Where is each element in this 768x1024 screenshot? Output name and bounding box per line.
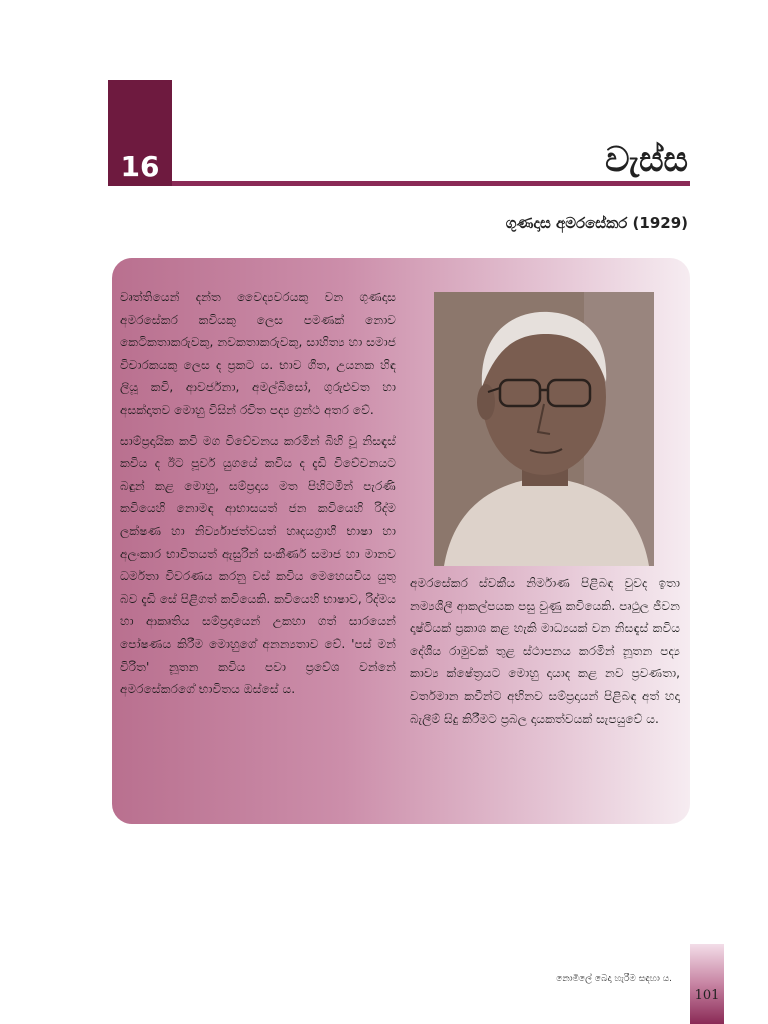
photo-ear: [477, 384, 495, 420]
title-rule: [172, 181, 690, 186]
author-line: ගුණදාස අමරසේකර (1929): [505, 214, 688, 232]
author-portrait-image: [434, 292, 654, 566]
chapter-number: 16: [120, 150, 160, 183]
right-column: [410, 572, 680, 738]
chapter-title: වැස්ස: [605, 140, 688, 180]
footer-note: නොමිලේ බෙදා හැරීම සඳහා ය.: [556, 974, 672, 984]
page-number-tab: [690, 944, 724, 1024]
page-number: 101: [694, 988, 720, 1003]
paragraph-style: අමරසේකර ස්වකීය නිර්මාණ පිළිබඳ වුවද ඉතා නම්‍යශීලී ආකල්පයක පසු වුණු කවියෙකි. පෘථුල ජීවන දෘෂ්ටියක් ප්‍රකාශ කළ හැකි මාධ්‍යයක් වන නිසඳැස් කවිය දේශීය රාමුවක් තුළ ස්ථාපනය කරමින් නූතන පද්‍ය කාව්‍ය ක්ෂේත්‍රයට මොහු දායාද කළ නව ප්‍රවණතා, වර්තමාන කවීන්ට අභිනව සම්ප්‍රදායන් පිළිබඳ අත් හදා බැලීම් සිදු කිරීමට ප්‍රබල දායකත්වයක් සැපයුවේ ය.: [410, 576, 680, 726]
paragraph-intro: වෘත්තියෙන් දන්ත වෛද්‍යවරයකු වන ගුණදාස අමරසේකර කවියකු ලෙස පමණක් නොව කෙටිකතාකරුවකු, නවකතාකරුවකු, සාහිත්‍ය හා සමාජ විචාරකයකු ලෙස ද ප්‍රකට ය. භාව ගීත, උයනක හිඳ ලියූ කවි, ආවර්ජනා, අමල්බිසෝ, ගුරුළුවත හා අසක්දෘතව මොහු විසින් රචිත පද්‍ය ග්‍රන්ථ අතර වේ.: [120, 290, 396, 417]
paragraph-tradition: සාම්ප්‍රදායික කවි මග විවේචනය කරමින් බිහි වූ නිසඳැස් කවිය ද ඊට පූර්ව යුගයේ කවිය ද දැඩි විවේචනයට බඳුන් කළ මොහු, සම්ප්‍රදාය මත පිහිටමින් පැරණි කවියෙහි නොමඳ ආභාසයත් ජන කවියෙහි රිද්ම ලක්ෂණ හා නිර්ව්‍යාජත්වයත් හෘදයග්‍රාහී භාෂා හා අලංකාර භාවිතයත් ඇසුරින් සංකීර්ණ සමාජ හා මානව ධර්මතා විවරණය කරනු වස් කවිය මෙහෙයවිය යුතු බව දැඩි සේ පිළිගත් කවියෙකි. කවියෙහි භාෂාව, රිද්මය හා ආකෘතිය සම්ප්‍රදායෙන් උකහා ගත් සාරයෙන් පෝෂණය කිරීම මොහුගේ අනන්‍යතාව වේ. 'පස් මන් විරිත' නූතන කවිය පවා ප්‍රවේශ වන්නේ අමරසේකරගේ භාවිතය ඔස්සේ ය.: [120, 433, 396, 697]
author-photo: [434, 292, 654, 566]
left-column: [120, 286, 396, 709]
